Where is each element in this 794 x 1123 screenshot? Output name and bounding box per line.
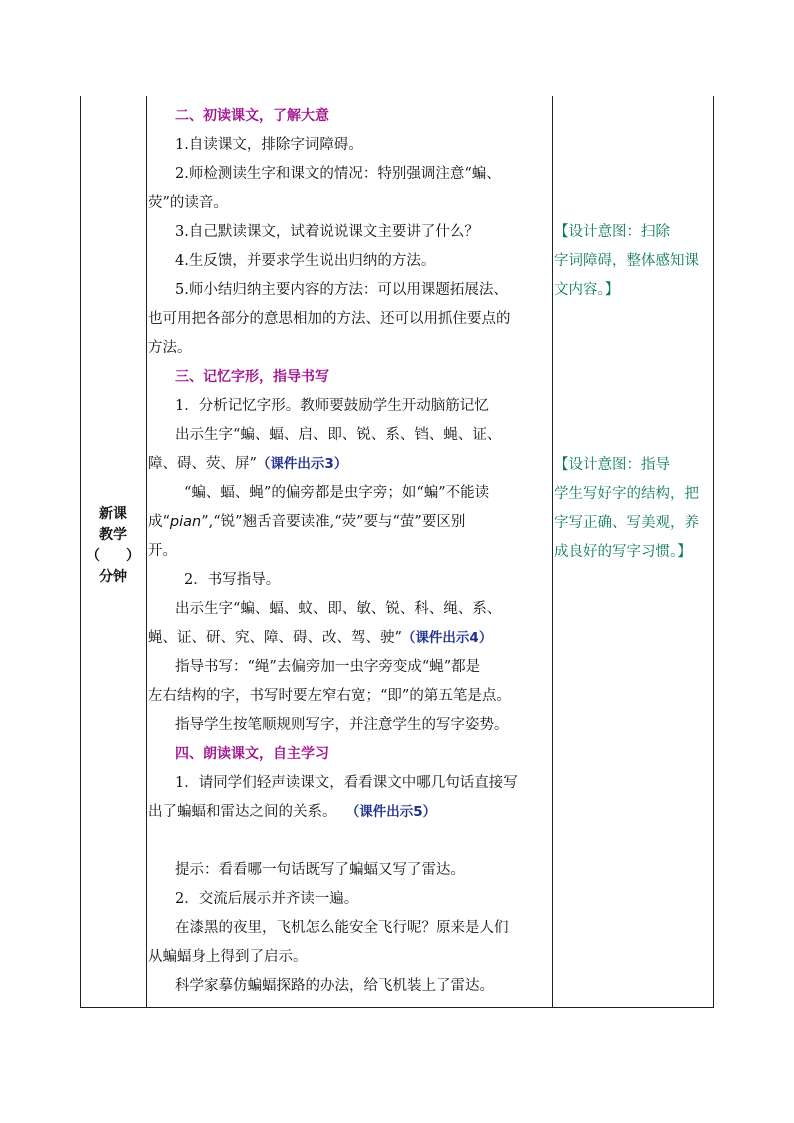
paragraph: 提示：看看哪一句话既写了蝙蝠又写了雷达。 — [175, 862, 465, 878]
courseware-hint: （课件出示5） — [345, 804, 437, 820]
text: ”,“锐”翘舌音要读准,“荧”要与“萤”要区别 — [201, 514, 466, 530]
paragraph: 2．交流后展示并齐读一遍。 — [175, 891, 359, 907]
intent-line: 字写正确、写美观，养 — [554, 515, 699, 531]
paragraph: 从蝙蝠身上得到了启示。 — [148, 949, 308, 965]
intent-line: 文内容。】 — [554, 282, 620, 298]
paragraph — [148, 450, 552, 479]
courseware-hint: （课件出示4） — [401, 630, 493, 646]
paragraph: 1．分析记忆字形。教师要鼓励学生开动脑筋记忆 — [175, 398, 489, 414]
lesson-table — [80, 96, 714, 1008]
label-minutes: 分钟 — [99, 569, 127, 585]
intent-line: 字词障碍，整体感知课 — [554, 253, 699, 269]
paragraph: 荧”的读音。 — [148, 195, 228, 211]
label-line-1: 新课 — [99, 506, 127, 522]
design-intent-2 — [554, 451, 714, 567]
section-label — [80, 504, 146, 588]
paragraph — [148, 798, 552, 827]
section-heading-4: 四、朗读课文，自主学习 — [175, 746, 329, 762]
column-divider-1 — [146, 96, 147, 1008]
design-intent-1 — [554, 218, 714, 305]
paragraph: 4.生反馈，并要求学生说出归纳的方法。 — [175, 253, 436, 269]
intent-line: 【设计意图：指导 — [554, 457, 670, 473]
section-heading-2: 二、初读课文，了解大意 — [175, 108, 329, 124]
paragraph: 在漆黑的夜里，飞机怎么能安全飞行呢？原来是人们 — [175, 920, 509, 936]
paragraph: 5.师小结归纳主要内容的方法：可以用课题拓展法、 — [175, 282, 508, 298]
label-line-2: 教学 — [99, 527, 127, 543]
courseware-hint: （课件出示3） — [256, 456, 348, 472]
duration-blank — [80, 546, 146, 567]
text: 成“ — [148, 514, 170, 530]
paragraph: 出示生字“蝙、蝠、蚊、即、敏、锐、科、绳、系、 — [175, 601, 502, 617]
text: 蝇、证、研、究、障、碍、改、驾、驶” — [148, 630, 402, 646]
paragraph: 科学家摹仿蝙蝠探路的办法，给飞机装上了雷达。 — [175, 978, 494, 994]
text: 出了蝙蝠和雷达之间的关系。 — [148, 804, 337, 820]
paren-close: ） — [126, 548, 140, 564]
intent-line: 成良好的写字习惯。】 — [554, 544, 692, 560]
column-divider-2 — [552, 96, 553, 1008]
intent-line: 学生写好字的结构，把 — [554, 486, 699, 502]
blank-line — [148, 827, 552, 856]
paragraph: 1.自读课文，排除字词障碍。 — [175, 137, 363, 153]
paragraph — [148, 508, 552, 537]
lesson-content — [148, 102, 552, 1001]
paragraph — [148, 624, 552, 653]
text: 障、碍、荧、屏” — [148, 456, 257, 472]
paragraph: 1．请同学们轻声读课文，看看课文中哪几句话直接写 — [175, 775, 518, 791]
paragraph: 开。 — [148, 543, 177, 559]
paragraph: 出示生字“蝙、蝠、启、即、锐、系、铛、蝇、证、 — [175, 427, 502, 443]
paragraph: “蝙、蝠、蝇”的偏旁都是虫字旁；如“蝙”不能读 — [184, 485, 490, 501]
paragraph: 也可用把各部分的意思相加的方法、还可以用抓住要点的 — [148, 311, 511, 327]
table-border-bottom — [80, 1007, 714, 1008]
paren-open: （ — [86, 548, 100, 564]
paragraph: 2．书写指导。 — [184, 572, 281, 588]
paragraph: 指导学生按笔顺规则写字，并注意学生的写字姿势。 — [175, 717, 509, 733]
intent-line: 【设计意图：扫除 — [554, 224, 670, 240]
section-heading-3: 三、记忆字形，指导书写 — [175, 369, 329, 385]
paragraph: 2.师检测读生字和课文的情况：特别强调注意“蝙、 — [175, 166, 501, 182]
pinyin: pian — [169, 514, 202, 530]
paragraph: 方法。 — [148, 340, 192, 356]
paragraph: 左右结构的字，书写时要左窄右宽；“即”的第五笔是点。 — [148, 688, 511, 704]
paragraph: 指导书写：“绳”去偏旁加一虫字旁变成“蝇”都是 — [175, 659, 481, 675]
paragraph: 3.自己默读课文，试着说说课文主要讲了什么？ — [175, 224, 479, 240]
